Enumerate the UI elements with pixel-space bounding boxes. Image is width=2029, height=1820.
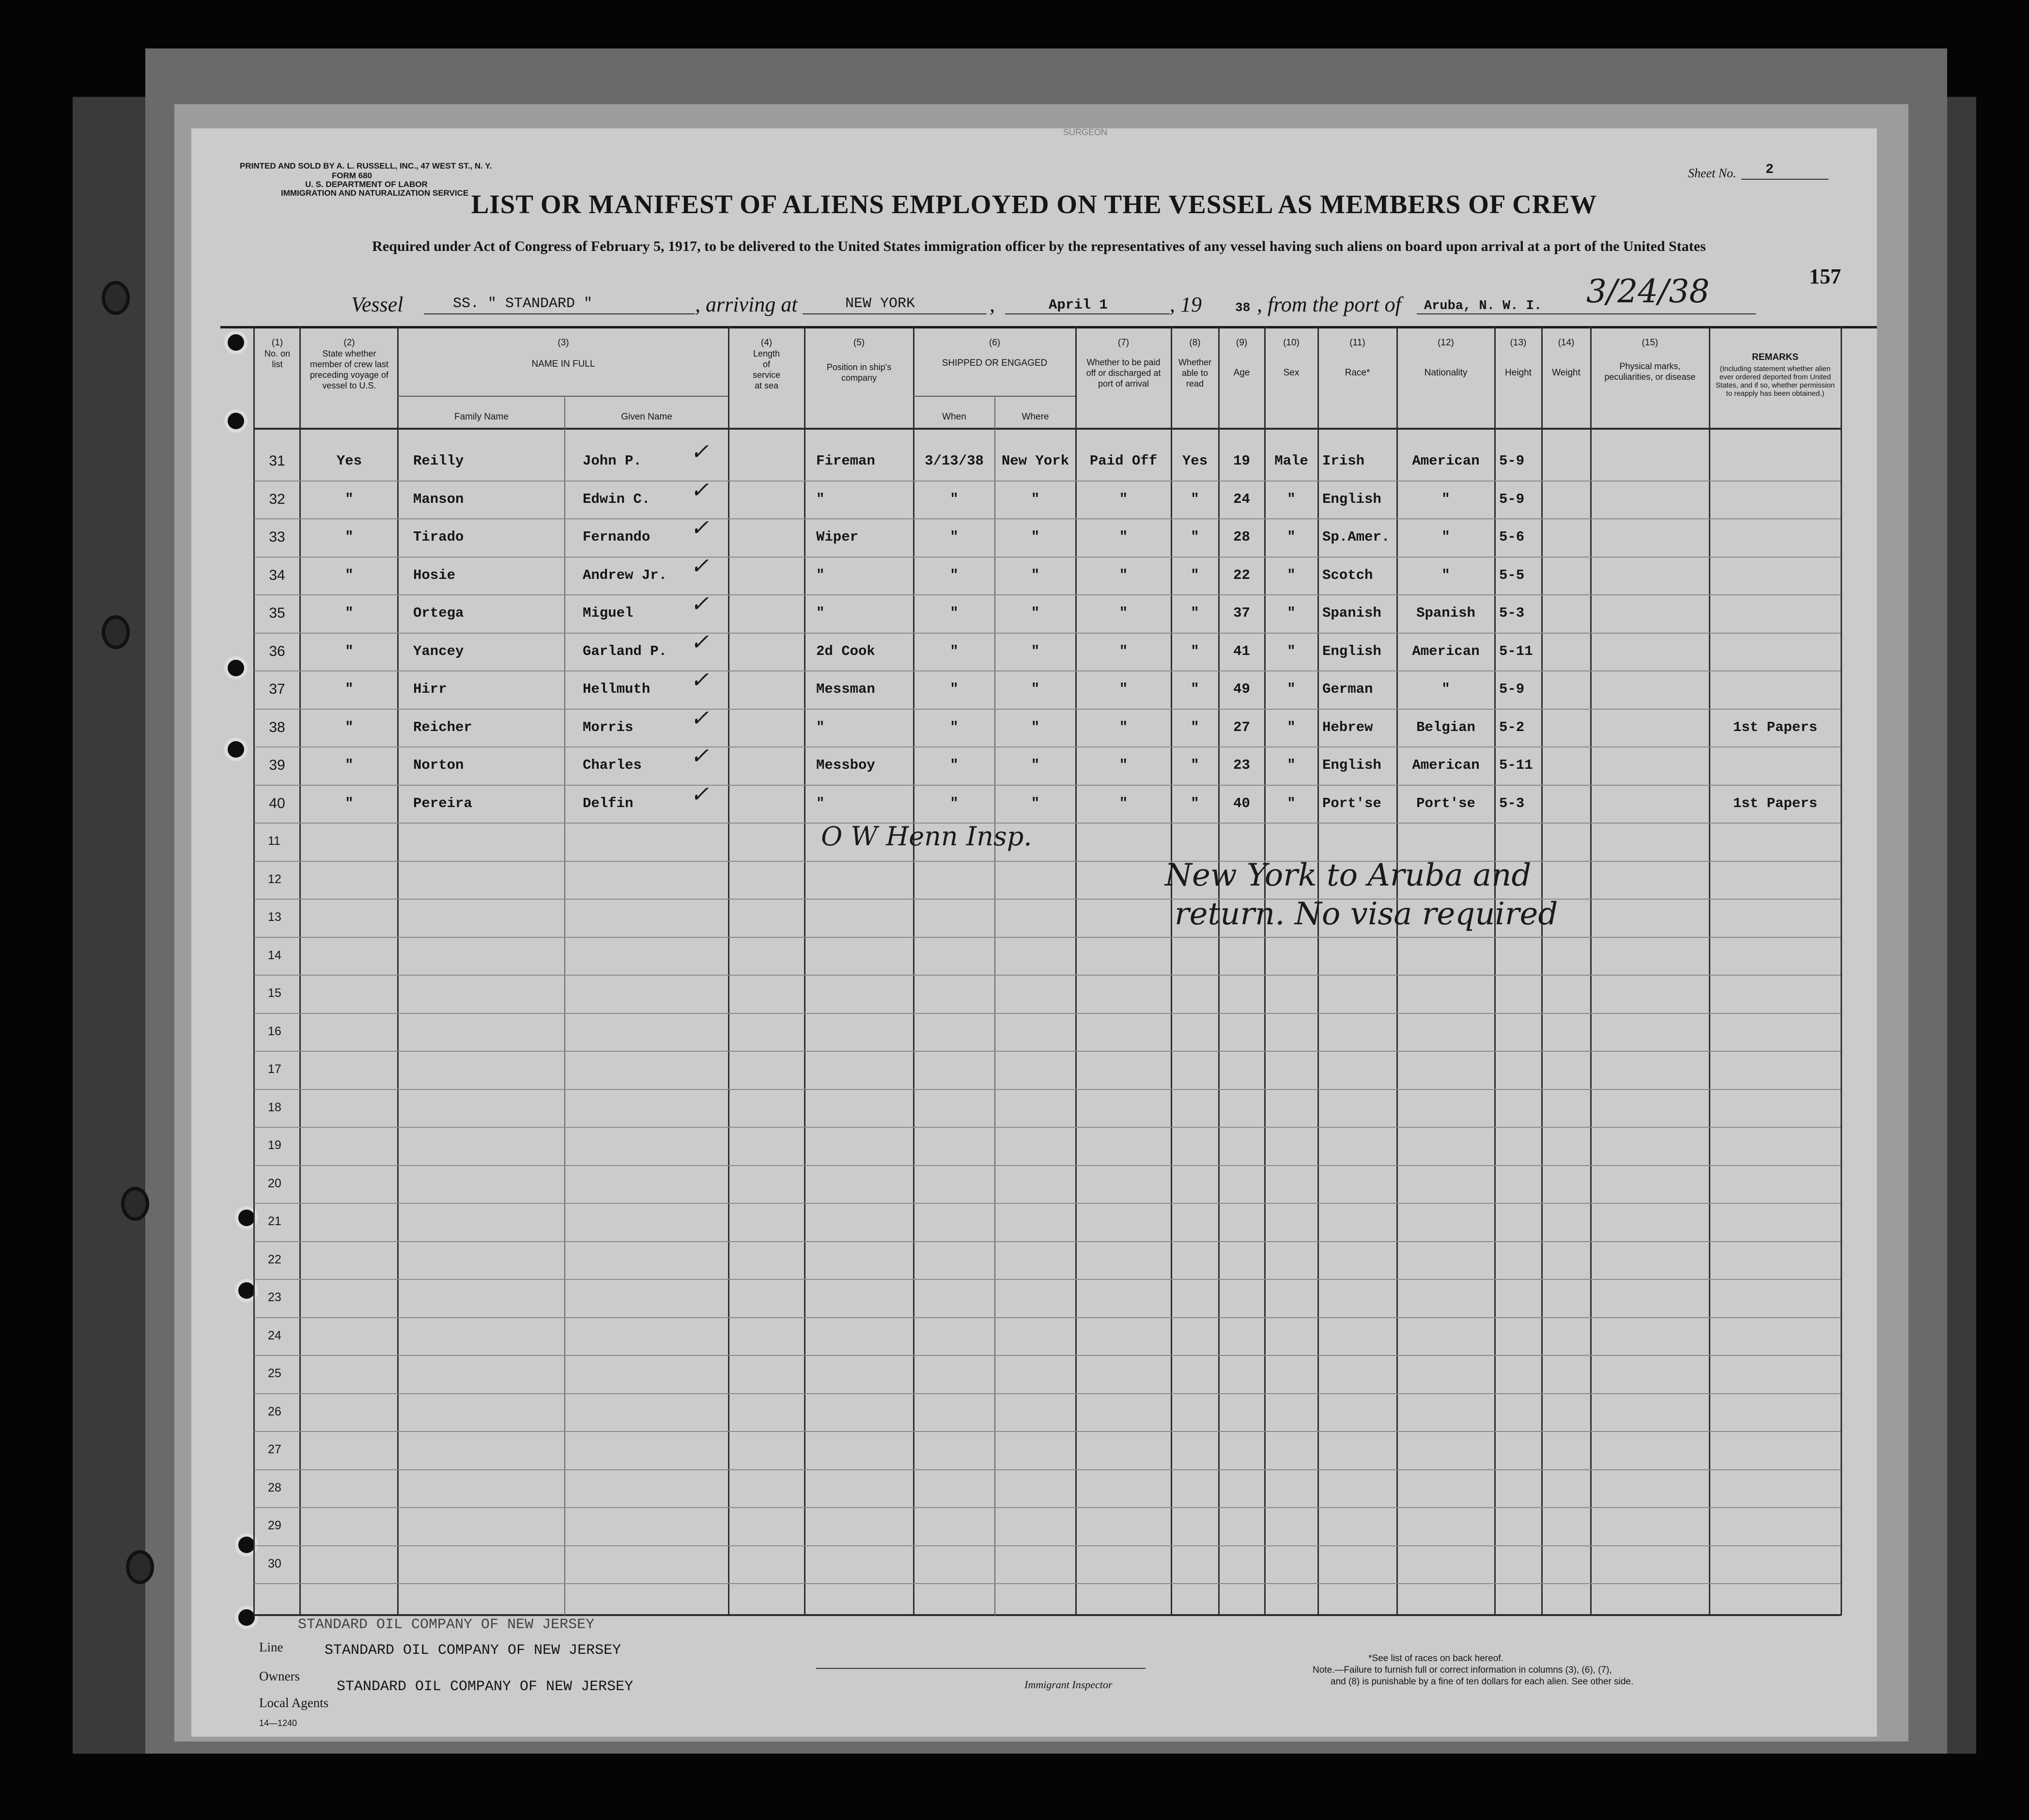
cell-when: " [950,491,959,507]
binder-hole-icon [121,1187,149,1221]
col-line [1264,327,1266,1616]
col-line [1075,327,1077,1616]
row-divider [254,785,1841,786]
cell-height: 5-5 [1499,567,1525,583]
cell-height: 5-9 [1499,491,1525,507]
empty-row-number: 21 [268,1214,281,1228]
page-subtitle: Required under Act of Congress of February 5, 1917, to be delivered to the United States immigration officer by the representatives of any vessel having such aliens on board upon arrival at a port of the United States [372,238,1706,254]
races-note: *See list of races on back hereof. [1368,1653,1503,1664]
empty-row-number: 23 [268,1291,281,1304]
col-14-head: (14) Weight [1552,338,1580,378]
cell-paid: " [1119,681,1128,697]
row-divider [254,1089,1841,1090]
cell-position: Messboy [816,757,875,773]
cell-nationality: " [1441,529,1450,545]
arriving-underline [803,313,987,314]
cell-race: Spanish [1322,605,1381,621]
col-4-head: (4) Length of service at sea [752,338,780,390]
col-3-head: (3) NAME IN FULL [531,338,595,369]
cell-where: " [1031,757,1040,773]
shipped-sub-line [913,396,1075,397]
cell-height: 5-11 [1499,643,1533,659]
cell-height: 5-2 [1499,719,1525,735]
binder-hole-icon [102,281,130,315]
cell-age: 37 [1233,605,1250,621]
col-6-head: (6) SHIPPED OR ENGAGED [942,338,1048,368]
row-divider [254,1241,1841,1242]
cell-prev: " [345,605,354,621]
printer-line: PRINTED AND SOLD BY A. L. RUSSELL, INC., 47 WEST ST., N. Y. [240,161,492,171]
empty-row-number: 30 [268,1556,281,1571]
row-divider [254,1393,1841,1394]
cell-sex: " [1287,795,1296,811]
punch-hole-icon [224,409,248,433]
col-16-head: REMARKS [1751,352,1799,362]
cell-position: Fireman [816,453,875,469]
cell-sex: " [1287,719,1296,735]
cell-given: John P. [583,453,642,469]
vessel-label: Vessel [351,293,403,316]
cell-family: Hosie [413,567,456,583]
row-divider [254,1469,1841,1470]
col-9-head: (9) Age [1233,338,1250,378]
owners-label: Owners [259,1669,300,1683]
line-value: STANDARD OIL COMPANY OF NEW JERSEY [298,1617,595,1633]
cell-sex: " [1287,567,1296,583]
col-line [804,327,805,1616]
cell-age: 40 [1233,795,1250,811]
cell-family: Reilly [413,453,464,469]
col-15-head: (15) Physical marks, peculiarities, or disease [1604,338,1696,382]
cell-num: 38 [269,719,285,735]
punch-hole-icon [224,738,248,761]
empty-row-number: 20 [268,1176,281,1190]
empty-row-number: 16 [268,1024,281,1038]
cell-race: Scotch [1322,567,1373,583]
cell-given: Delfin [583,795,634,811]
punch-hole-icon [224,656,248,680]
cell-num: 32 [269,491,285,507]
cell-age: 49 [1233,681,1250,697]
cell-nationality: Spanish [1416,605,1475,621]
cell-sex: Male [1274,453,1308,469]
cell-position: Messman [816,681,875,697]
cell-prev: " [345,757,354,773]
cell-given: Charles [583,757,642,773]
col-7-head: (7) Whether to be paid off or discharged at port of arrival [1086,338,1161,389]
cell-nationality: American [1412,643,1480,659]
arrival-date: April 1 [1049,297,1108,313]
row-divider [254,594,1841,595]
row-divider [254,1355,1841,1356]
row-divider [254,481,1841,482]
page-number: 157 [1809,264,1841,288]
cell-position: " [816,795,825,811]
arrival-port: NEW YORK [845,296,915,312]
row-divider [254,1545,1841,1546]
manifest-sheet [191,128,1877,1737]
year-label: , 19 [1170,293,1202,316]
cell-paid: " [1119,719,1128,735]
empty-row-number: 29 [268,1519,281,1532]
col-line [1590,327,1592,1616]
row-divider [254,975,1841,976]
cell-sex: " [1287,643,1296,659]
cell-position: Wiper [816,529,859,545]
row-divider [254,861,1841,862]
row-divider [254,1507,1841,1508]
cell-when: " [950,605,959,621]
col-line [253,327,255,1616]
cell-family: Norton [413,757,464,773]
cell-num: 37 [269,681,285,697]
empty-row-number: 13 [268,910,281,924]
cell-sex: " [1287,529,1296,545]
cell-sex: " [1287,681,1296,697]
checkmark-icon: ✓ [690,780,709,807]
col-2-head: (2) State whether member of crew last preceding voyage of vessel to U.S. [310,338,389,390]
row-divider [254,1051,1841,1052]
inspector-signature: O W Henn Insp. [821,821,1032,852]
departure-date-handwritten: 3/24/38 [1586,273,1710,310]
empty-row-number: 18 [268,1100,281,1114]
sheet-number: 2 [1766,162,1774,177]
handwritten-note-line1: New York to Aruba and [1165,857,1532,893]
cell-age: 27 [1233,719,1250,735]
checkmark-icon: ✓ [690,552,709,579]
cell-num: 36 [269,643,285,659]
agents-label: Local Agents [259,1696,329,1710]
cell-nationality: " [1441,567,1450,583]
cell-nationality: American [1412,757,1480,773]
cell-race: Port'se [1322,795,1381,811]
cell-read: " [1191,567,1199,583]
cell-paid: " [1119,757,1128,773]
header-bottom-border [254,428,1841,430]
cell-read: " [1191,681,1199,697]
checkmark-icon: ✓ [690,628,709,655]
row-divider [254,1431,1841,1432]
cell-remarks: 1st Papers [1733,719,1818,735]
inspector-label: Immigrant Inspector [1024,1679,1113,1691]
departure-port: Aruba, N. W. I. [1424,299,1542,313]
row-divider [254,557,1841,558]
comma: , [990,293,995,316]
col-line [1541,327,1543,1616]
empty-row-number: 17 [268,1062,281,1076]
checkmark-icon: ✓ [690,667,709,693]
arriving-label: , arriving at [695,293,798,316]
binder-hole-icon [126,1550,154,1584]
cell-read: Yes [1182,453,1208,469]
cell-prev: " [345,643,354,659]
checkmark-icon: ✓ [690,743,709,769]
handwritten-note-line2: return. No visa required [1175,896,1558,932]
cell-where: " [1031,643,1040,659]
port-underline [1417,313,1756,314]
name-sub-line [397,396,728,397]
cell-prev: Yes [336,453,362,469]
row-divider [254,1127,1841,1128]
table-bottom-border [254,1614,1841,1616]
col-12-head: (12) Nationality [1424,338,1468,378]
vessel-value: SS. " STANDARD " [453,296,593,312]
cell-given: Hellmuth [583,681,651,697]
checkmark-icon: ✓ [690,704,709,731]
cell-family: Tirado [413,529,464,545]
cell-prev: " [345,491,354,507]
col-3a-head: Family Name [454,412,509,422]
col-10-head: (10) Sex [1283,338,1300,378]
col-line [397,327,399,1616]
empty-row-number: 12 [268,872,281,886]
cell-num: 35 [269,605,285,621]
cell-where: " [1031,795,1040,811]
cell-age: 24 [1233,491,1250,507]
cell-prev: " [345,529,354,545]
cell-race: Irish [1322,453,1365,469]
row-divider [254,899,1841,900]
cell-read: " [1191,605,1199,621]
cell-paid: " [1119,795,1128,811]
cell-remarks: 1st Papers [1733,795,1818,811]
cell-race: German [1322,681,1373,697]
cell-given: Morris [583,719,634,735]
col-16-note: (Including statement whether alien ever ordered deported from United States, and if so, whether permission to reapply has been obtained.) [1716,365,1835,398]
cell-prev: " [345,681,354,697]
cell-read: " [1191,491,1199,507]
cell-prev: " [345,719,354,735]
sheet-label: Sheet No. [1688,166,1736,180]
col-line [1841,327,1842,1616]
cell-given: Garland P. [583,643,667,659]
cell-when: " [950,529,959,545]
cell-family: Yancey [413,643,464,659]
cell-sex: " [1287,605,1296,621]
cell-read: " [1191,757,1199,773]
cell-paid: " [1119,605,1128,621]
cell-paid: " [1119,491,1128,507]
empty-row-number: 28 [268,1480,281,1494]
port-label: , from the port of [1257,293,1401,316]
line-label: Line [259,1640,283,1654]
cell-height: 5-3 [1499,605,1525,621]
cell-family: Reicher [413,719,472,735]
col-3b-head: Given Name [621,412,672,422]
cell-position: " [816,605,825,621]
checkmark-icon: ✓ [690,591,709,617]
checkmark-icon: ✓ [690,476,709,503]
col-line [1709,327,1710,1616]
col-line [728,327,729,1616]
service-label: IMMIGRATION AND NATURALIZATION SERVICE [281,188,469,198]
table-top-border [220,326,1877,328]
owners-value: STANDARD OIL COMPANY OF NEW JERSEY [325,1642,621,1659]
cell-paid: Paid Off [1089,453,1158,469]
cell-prev: " [345,795,354,811]
col-11-head: (11) Race* [1345,338,1370,378]
cell-given: Fernando [583,529,651,545]
penalty-note-2: and (8) is punishable by a fine of ten dollars for each alien. See other side. [1331,1677,1634,1687]
cell-given: Edwin C. [583,491,651,507]
col-8-head: (8) Whether able to read [1178,338,1212,389]
cell-when: " [950,757,959,773]
cell-position: " [816,491,825,507]
cell-prev: " [345,567,354,583]
row-divider [254,1203,1841,1204]
row-divider [254,823,1841,824]
cell-num: 40 [269,795,285,811]
col-line [1218,327,1220,1616]
empty-row-number: 25 [268,1367,281,1380]
form-number: 14—1240 [259,1718,297,1728]
cell-height: 5-11 [1499,757,1533,773]
cell-age: 28 [1233,529,1250,545]
cell-age: 19 [1233,453,1250,469]
row-divider [254,670,1841,671]
punch-hole-icon [224,331,248,354]
department-label: U. S. DEPARTMENT OF LABOR [305,180,428,189]
cell-family: Pereira [413,795,472,811]
cell-read: " [1191,529,1199,545]
cell-height: 5-9 [1499,453,1525,469]
cell-sex: " [1287,491,1296,507]
cell-paid: " [1119,643,1128,659]
row-divider [254,937,1841,938]
cell-nationality: American [1412,453,1480,469]
cell-when: 3/13/38 [925,453,984,469]
cell-when: " [950,795,959,811]
empty-row-number: 22 [268,1252,281,1266]
cell-family: Ortega [413,605,464,621]
cell-nationality: Port'se [1416,795,1475,811]
top-stamp: SURGEON [1063,128,1108,137]
empty-row-number: 19 [268,1138,281,1152]
checkmark-icon: ✓ [690,514,709,541]
empty-row-number: 26 [268,1404,281,1418]
row-divider [254,1165,1841,1166]
cell-race: English [1322,757,1381,773]
sheet-underline [1741,179,1828,180]
cell-race: English [1322,491,1381,507]
col-1-head: (1) No. on list [264,338,291,369]
binder-hole-icon [102,615,130,649]
col-line [299,327,301,1616]
checkmark-icon: ✓ [690,438,709,465]
empty-row-number: 14 [268,948,281,962]
cell-when: " [950,681,959,697]
cell-position: " [816,719,825,735]
cell-where: " [1031,681,1040,697]
cell-read: " [1191,795,1199,811]
cell-position: 2d Cook [816,643,875,659]
cell-given: Andrew Jr. [583,567,667,583]
cell-num: 39 [269,757,285,773]
cell-race: Sp.Amer. [1322,529,1390,545]
form-label: FORM 680 [332,171,372,180]
col-6b-head: Where [1022,412,1049,422]
cell-given: Miguel [583,605,634,621]
cell-where: " [1031,529,1040,545]
cell-paid: " [1119,529,1128,545]
page-title: LIST OR MANIFEST OF ALIENS EMPLOYED ON THE VESSEL AS MEMBERS OF CREW [471,189,1597,219]
cell-num: 33 [269,529,285,545]
cell-nationality: " [1441,681,1450,697]
cell-position: " [816,567,825,583]
empty-row-number: 11 [268,834,280,848]
empty-row-number: 27 [268,1443,281,1456]
col-13-head: (13) Height [1505,338,1532,378]
cell-family: Manson [413,491,464,507]
row-divider [254,633,1841,634]
cell-race: English [1322,643,1381,659]
cell-height: 5-6 [1499,529,1525,545]
row-divider [254,1583,1841,1584]
penalty-note-1: Note.—Failure to furnish full or correct information in columns (3), (6), (7), [1313,1665,1612,1675]
cell-age: 41 [1233,643,1250,659]
cell-age: 22 [1233,567,1250,583]
cell-where: " [1031,567,1040,583]
vessel-underline [424,313,695,314]
cell-paid: " [1119,567,1128,583]
cell-height: 5-9 [1499,681,1525,697]
col-5-head: (5) Position in ship's company [826,338,892,383]
row-divider [254,518,1841,519]
cell-where: " [1031,491,1040,507]
cell-when: " [950,567,959,583]
cell-read: " [1191,643,1199,659]
year-value: 38 [1235,300,1251,315]
empty-row-number: 24 [268,1328,281,1342]
col-line [913,327,914,1616]
cell-age: 23 [1233,757,1250,773]
col-line [1317,327,1319,1616]
col-line [1171,327,1172,1616]
date-underline [1005,313,1170,314]
cell-read: " [1191,719,1199,735]
empty-row-number: 15 [268,986,281,1000]
agents-value: STANDARD OIL COMPANY OF NEW JERSEY [337,1679,634,1695]
cell-where: " [1031,719,1040,735]
col-line [1494,327,1496,1616]
cell-sex: " [1287,757,1296,773]
row-divider [254,1013,1841,1014]
col-6a-head: When [942,412,966,422]
col-line [564,397,565,1616]
row-divider [254,709,1841,710]
cell-when: " [950,643,959,659]
cell-family: Hirr [413,681,447,697]
cell-where: " [1031,605,1040,621]
cell-nationality: " [1441,491,1450,507]
inspector-signature-line [816,1668,1146,1669]
cell-race: Hebrew [1322,719,1373,735]
row-divider [254,1317,1841,1318]
cell-when: " [950,719,959,735]
row-divider [254,1279,1841,1280]
col-line [1396,327,1398,1616]
cell-where: New York [1001,453,1069,469]
cell-nationality: Belgian [1416,719,1475,735]
cell-height: 5-3 [1499,795,1525,811]
cell-num: 31 [269,453,285,469]
cell-num: 34 [269,567,285,583]
